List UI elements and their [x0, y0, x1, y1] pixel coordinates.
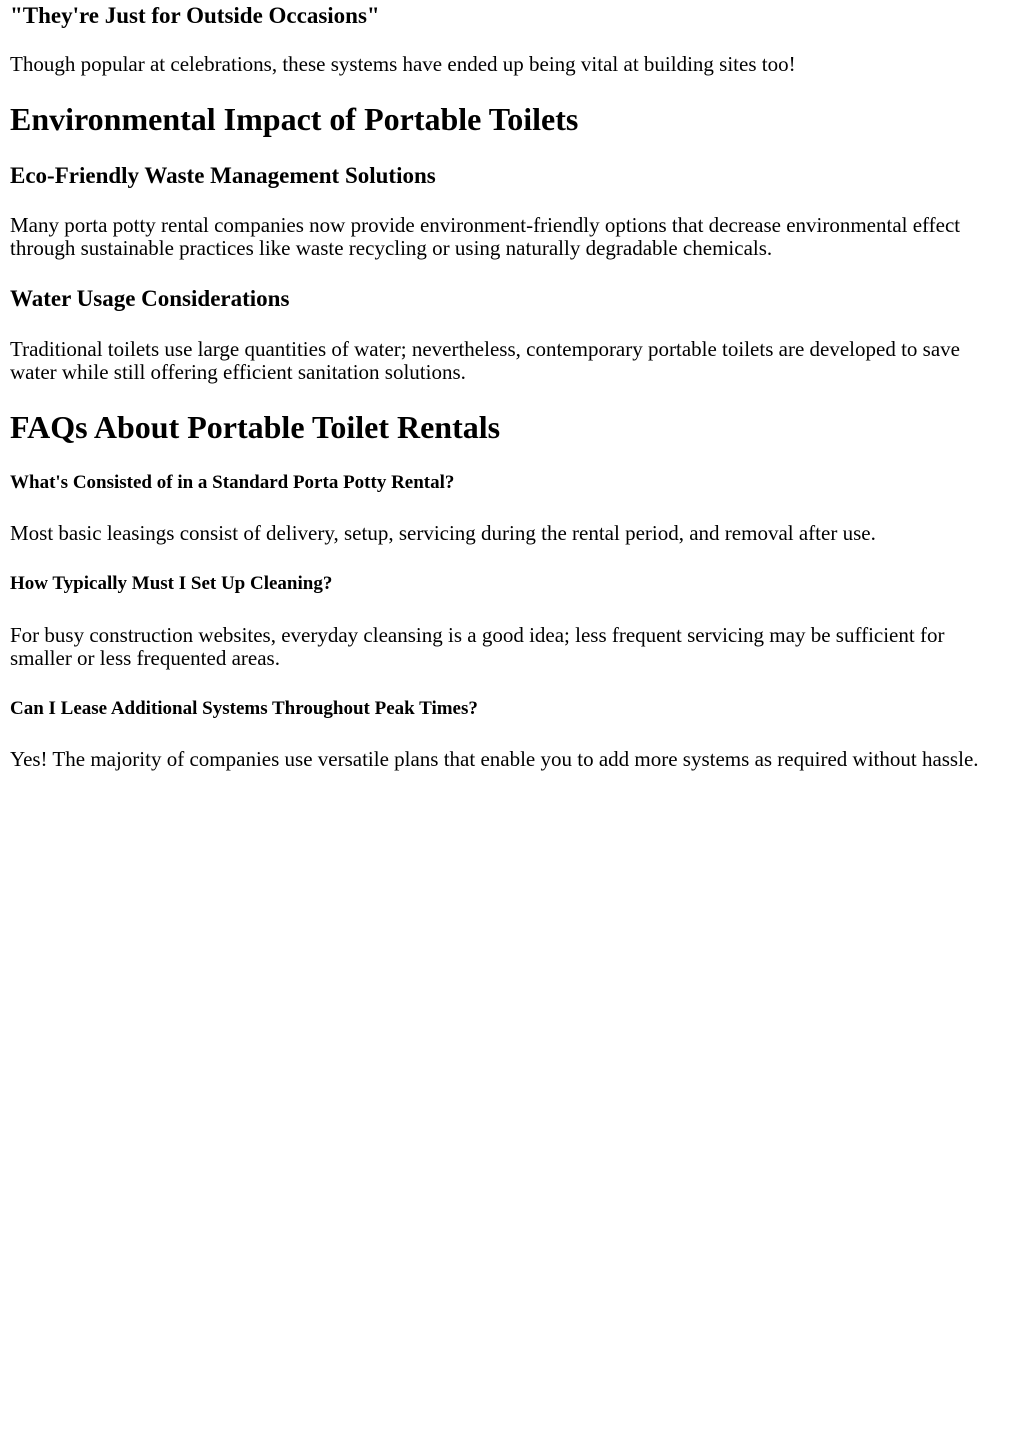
myth-paragraph: Though popular at celebrations, these systems have ended up being vital at building sites too!: [10, 52, 796, 76]
faq-answer: Most basic leasings consist of delivery, setup, servicing during the rental period, and removal after use.: [10, 521, 876, 545]
eco-friendly-paragraph: Many porta potty rental companies now provide environment-friendly options that decrease environmental effect through sustainable practices like waste recycling or using naturally degradable chemicals.: [10, 213, 961, 260]
water-usage-heading: Water Usage Considerations: [10, 286, 290, 311]
faq-answer: Yes! The majority of companies use versatile plans that enable you to add more systems as required without hassle.: [10, 747, 979, 771]
environmental-impact-heading: Environmental Impact of Portable Toilets: [10, 101, 579, 137]
faq-answer: For busy construction websites, everyday cleansing is a good idea; less frequent servicing may be sufficient for smaller or less frequented areas.: [10, 623, 945, 670]
faq-question: How Typically Must I Set Up Cleaning?: [10, 573, 333, 594]
faqs-heading: FAQs About Portable Toilet Rentals: [10, 409, 501, 445]
eco-friendly-heading: Eco-Friendly Waste Management Solutions: [10, 163, 436, 188]
myth-heading: "They're Just for Outside Occasions": [10, 3, 380, 28]
faq-question: What's Consisted of in a Standard Porta Potty Rental?: [10, 472, 455, 493]
water-usage-paragraph: Traditional toilets use large quantities of water; nevertheless, contemporary portable toilets are developed to save water while still offering efficient sanitation solutions.: [10, 337, 960, 384]
faq-question: Can I Lease Additional Systems Throughout Peak Times?: [10, 698, 478, 719]
